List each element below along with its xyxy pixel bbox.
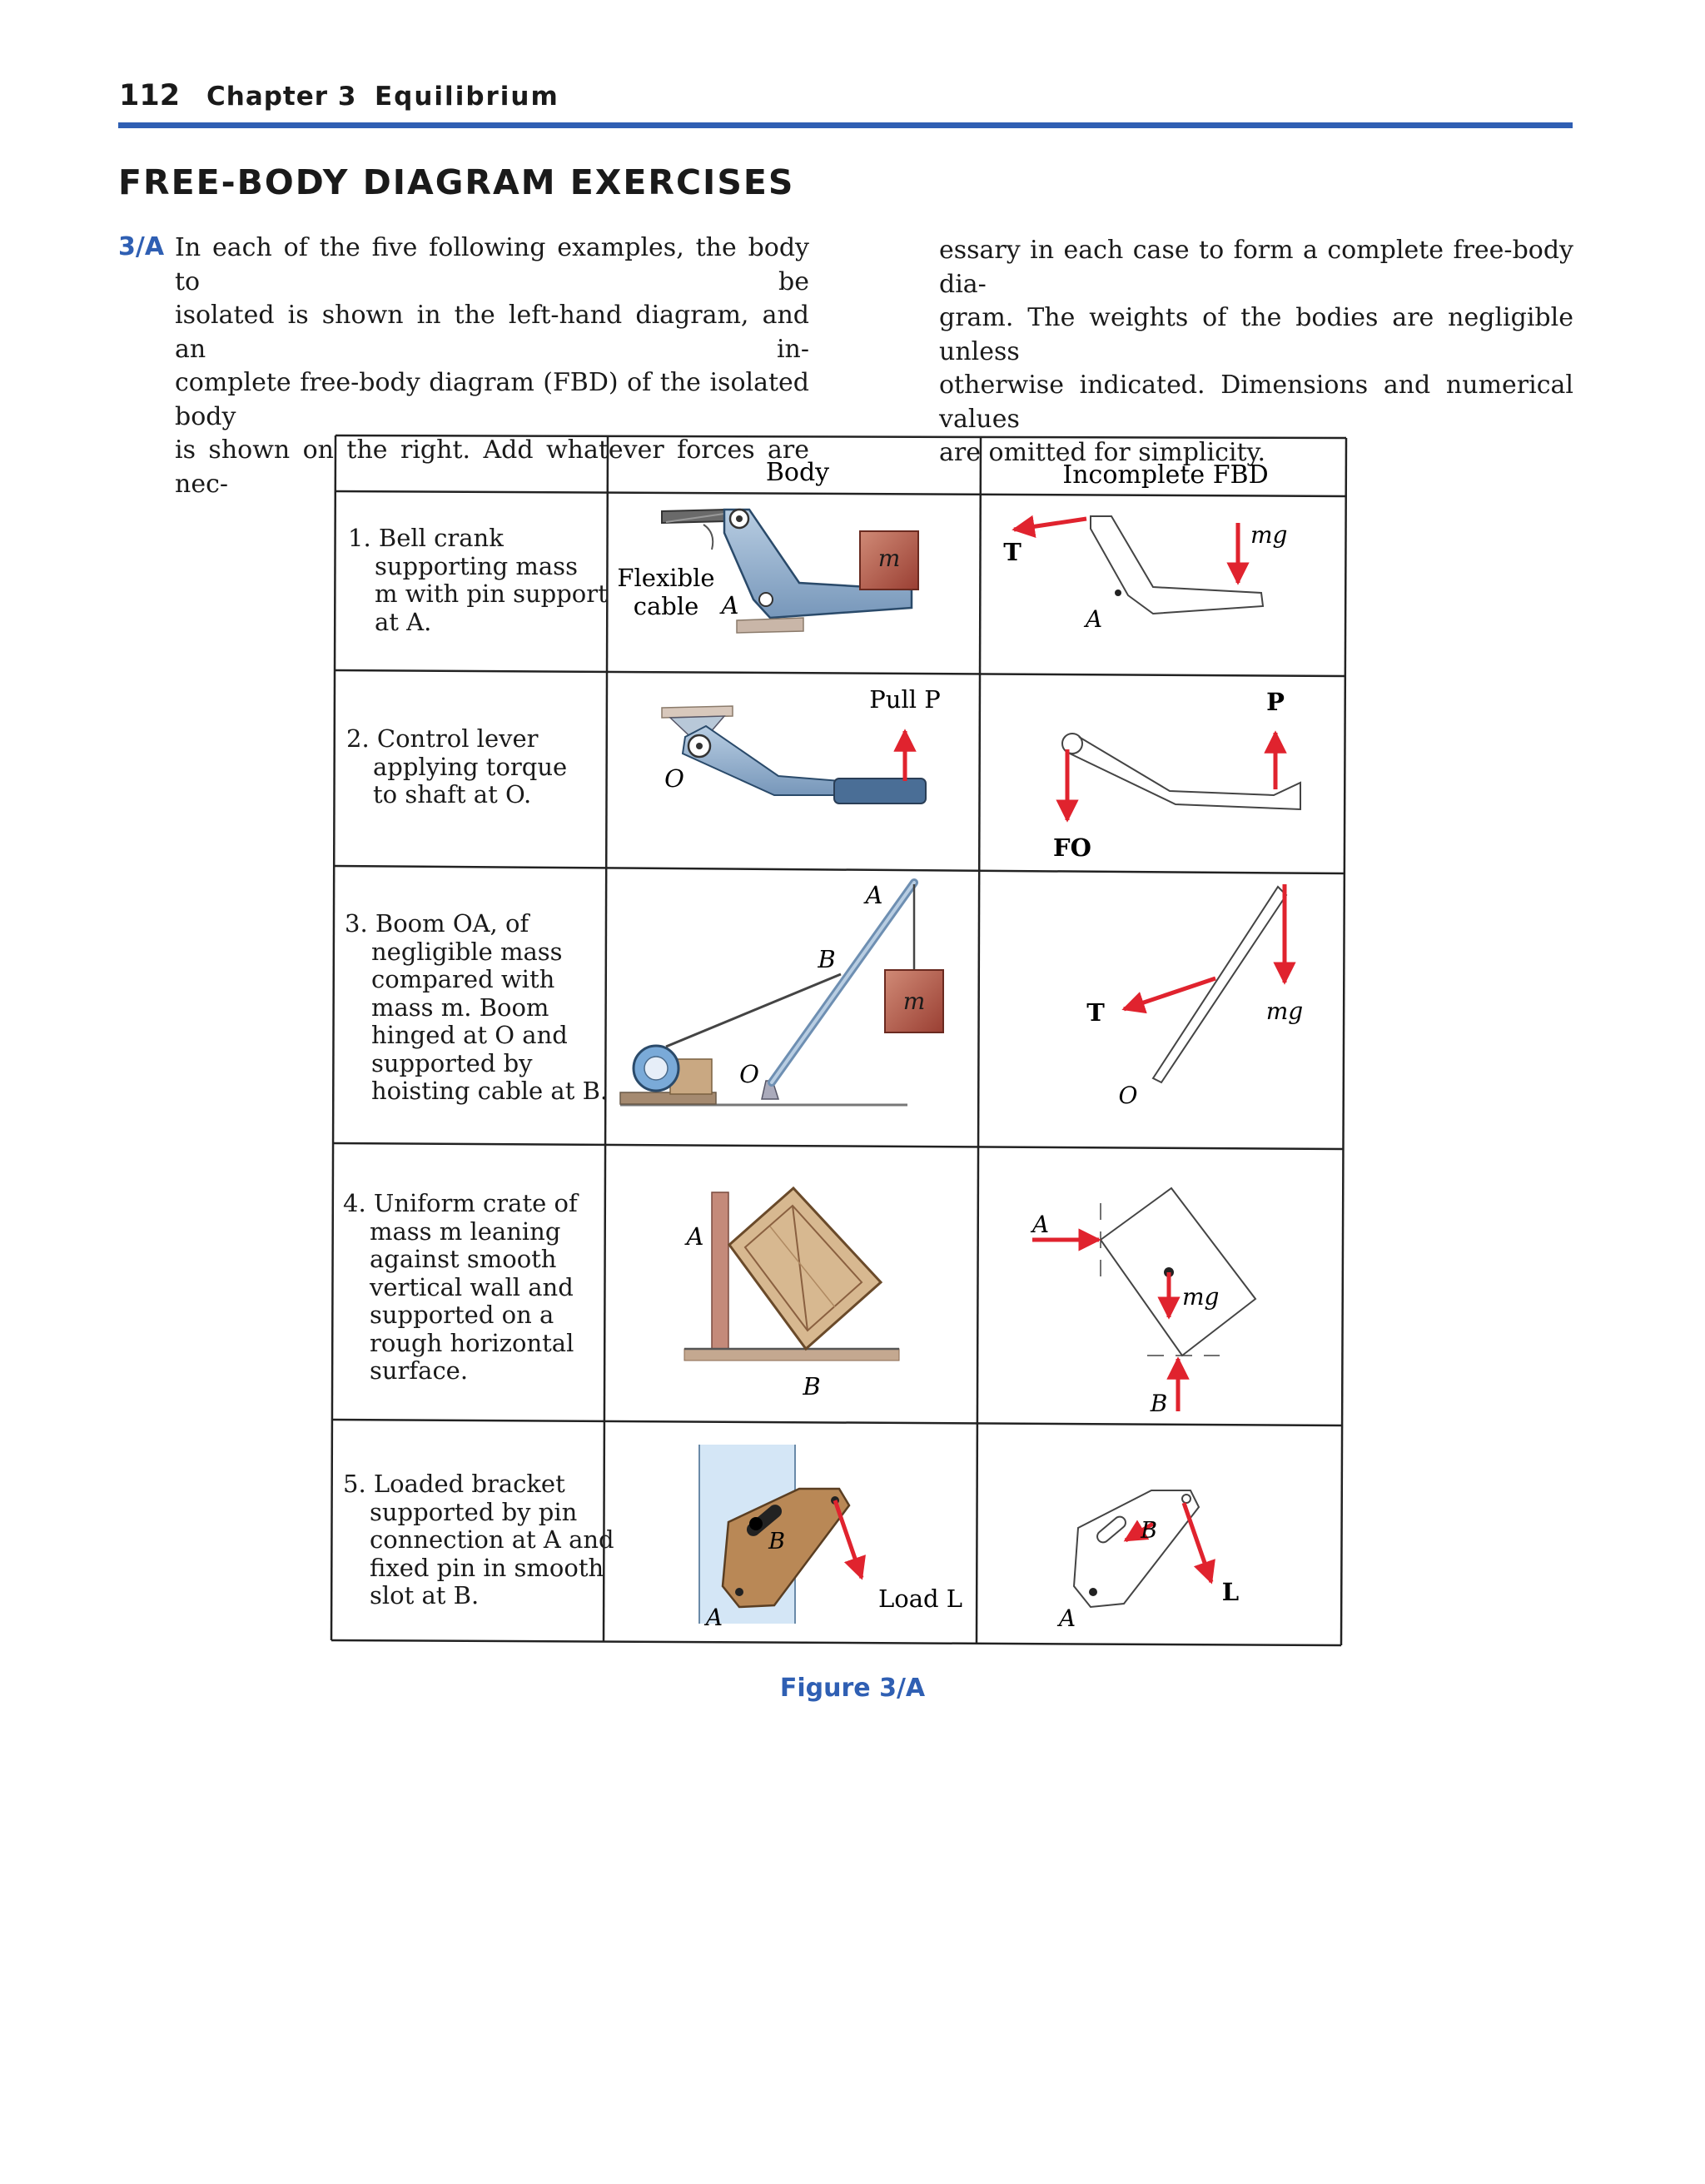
cable-label-line-1: Flexible xyxy=(617,564,715,592)
row-1-body-diagram xyxy=(617,510,918,633)
row-3-fbd-diagram xyxy=(1086,884,1303,1109)
caption-line: negligible mass xyxy=(371,937,563,966)
caption-line: vertical wall and xyxy=(370,1272,574,1301)
text-line: gram. The weights of the bodies are negligible unless xyxy=(939,303,1573,366)
caption-line: 1. Bell crank xyxy=(348,524,504,552)
row-5-body-diagram xyxy=(699,1445,962,1631)
text-line: is shown on the right. Add whatever forces are nec- xyxy=(175,435,809,499)
figure-table xyxy=(331,435,1346,1645)
slot-pin-label: B xyxy=(1141,1518,1157,1544)
row-3-body-diagram xyxy=(620,881,943,1105)
hinge-label: O xyxy=(739,1060,759,1088)
caption-line: 2. Control lever xyxy=(346,724,539,753)
pull-label: P xyxy=(1266,688,1285,716)
pin-label: A xyxy=(721,591,739,619)
hinge-label: O xyxy=(1118,1082,1138,1109)
caption-line: against smooth xyxy=(370,1245,557,1273)
chapter-title: Equilibrium xyxy=(375,82,559,112)
load-label: L xyxy=(1221,1578,1240,1606)
weight-label: mg xyxy=(1250,521,1288,549)
caption-line: compared with xyxy=(371,965,555,993)
tension-label: T xyxy=(1086,998,1105,1027)
tip-label: A xyxy=(865,881,883,909)
caption-line: 4. Uniform crate of xyxy=(343,1189,578,1217)
tension-arrow xyxy=(1014,519,1086,530)
caption-line: slot at B. xyxy=(370,1581,480,1609)
caption-line: mass m. Boom xyxy=(371,993,549,1022)
floor-contact-label: B xyxy=(803,1372,821,1400)
caption-line: connection at A and xyxy=(370,1525,614,1554)
header-body: Body xyxy=(765,458,830,487)
page-number: 112 xyxy=(119,79,181,112)
row-5-fbd-diagram xyxy=(1056,1490,1239,1632)
caption-line: m with pin support xyxy=(375,580,608,608)
load-label: Load L xyxy=(878,1585,963,1613)
problem-number: 3/A xyxy=(118,232,165,261)
caption-line: surface. xyxy=(370,1356,469,1385)
text-line: otherwise indicated. Dimensions and numerical values xyxy=(939,371,1573,434)
cable-label-line-2: cable xyxy=(633,592,699,620)
caption-line: supported by pin xyxy=(370,1497,578,1526)
slot-pin-label: B xyxy=(768,1529,785,1555)
chapter-label: Chapter 3 xyxy=(206,82,357,112)
shaft-label: O xyxy=(664,764,684,793)
header-fbd-text: Incomplete FBD xyxy=(1062,460,1269,490)
text-line: essary in each case to form a complete free-body dia- xyxy=(939,236,1573,299)
figure-caption: Figure 3/A xyxy=(779,1674,926,1703)
caption-line: mass m leaning xyxy=(370,1216,561,1246)
pin-label: A xyxy=(705,1604,723,1631)
row-4-body-diagram xyxy=(684,1188,899,1400)
mass-label: m xyxy=(877,545,901,572)
wall-contact-label: A xyxy=(686,1222,704,1251)
caption-line: 3. Boom OA, of xyxy=(345,909,529,938)
caption-line: hinged at O and xyxy=(371,1021,568,1049)
pin-label: A xyxy=(1058,1604,1076,1632)
caption-line: to shaft at O. xyxy=(373,780,532,808)
floor-contact-label: B xyxy=(1150,1390,1168,1417)
weight-label: mg xyxy=(1182,1283,1220,1311)
load-arrow xyxy=(835,1500,862,1578)
weight-label: mg xyxy=(1265,997,1304,1025)
caption-line: fixed pin in smooth xyxy=(370,1553,604,1582)
cable-point-label: B xyxy=(818,945,836,973)
caption-line: supporting mass xyxy=(375,551,578,580)
row-2-fbd-diagram xyxy=(1053,688,1300,862)
text-line: complete free-body diagram (FBD) of the isolated body xyxy=(175,368,809,431)
pin-label: A xyxy=(1085,605,1103,633)
caption-line: 5. Loaded bracket xyxy=(343,1470,565,1498)
header-incomplete-fbd xyxy=(1062,460,1268,490)
mass-label: m xyxy=(902,988,926,1015)
caption-line: supported on a xyxy=(370,1301,554,1329)
section-title: FREE-BODY DIAGRAM EXERCISES xyxy=(118,162,795,202)
caption-line: rough horizontal xyxy=(370,1328,574,1357)
tension-label: T xyxy=(1003,538,1022,566)
text-line: isolated is shown in the left-hand diagram, and an in- xyxy=(175,301,809,364)
text-line: are omitted for simplicity. xyxy=(939,438,1266,467)
wall-contact-label: A xyxy=(1031,1211,1050,1238)
force-o-label: FO xyxy=(1053,833,1091,862)
load-arrow xyxy=(1184,1503,1211,1582)
caption-line: hoisting cable at B. xyxy=(371,1077,609,1105)
row-4-fbd-diagram xyxy=(1030,1188,1255,1417)
caption-line: at A. xyxy=(375,607,432,636)
row-2-body-diagram xyxy=(662,685,941,803)
caption-line: applying torque xyxy=(373,752,568,781)
caption-line: supported by xyxy=(371,1048,533,1077)
pull-label: Pull P xyxy=(869,685,941,714)
text-line: In each of the five following examples, the body to be xyxy=(175,233,809,296)
row-1-fbd-diagram xyxy=(1003,516,1287,633)
